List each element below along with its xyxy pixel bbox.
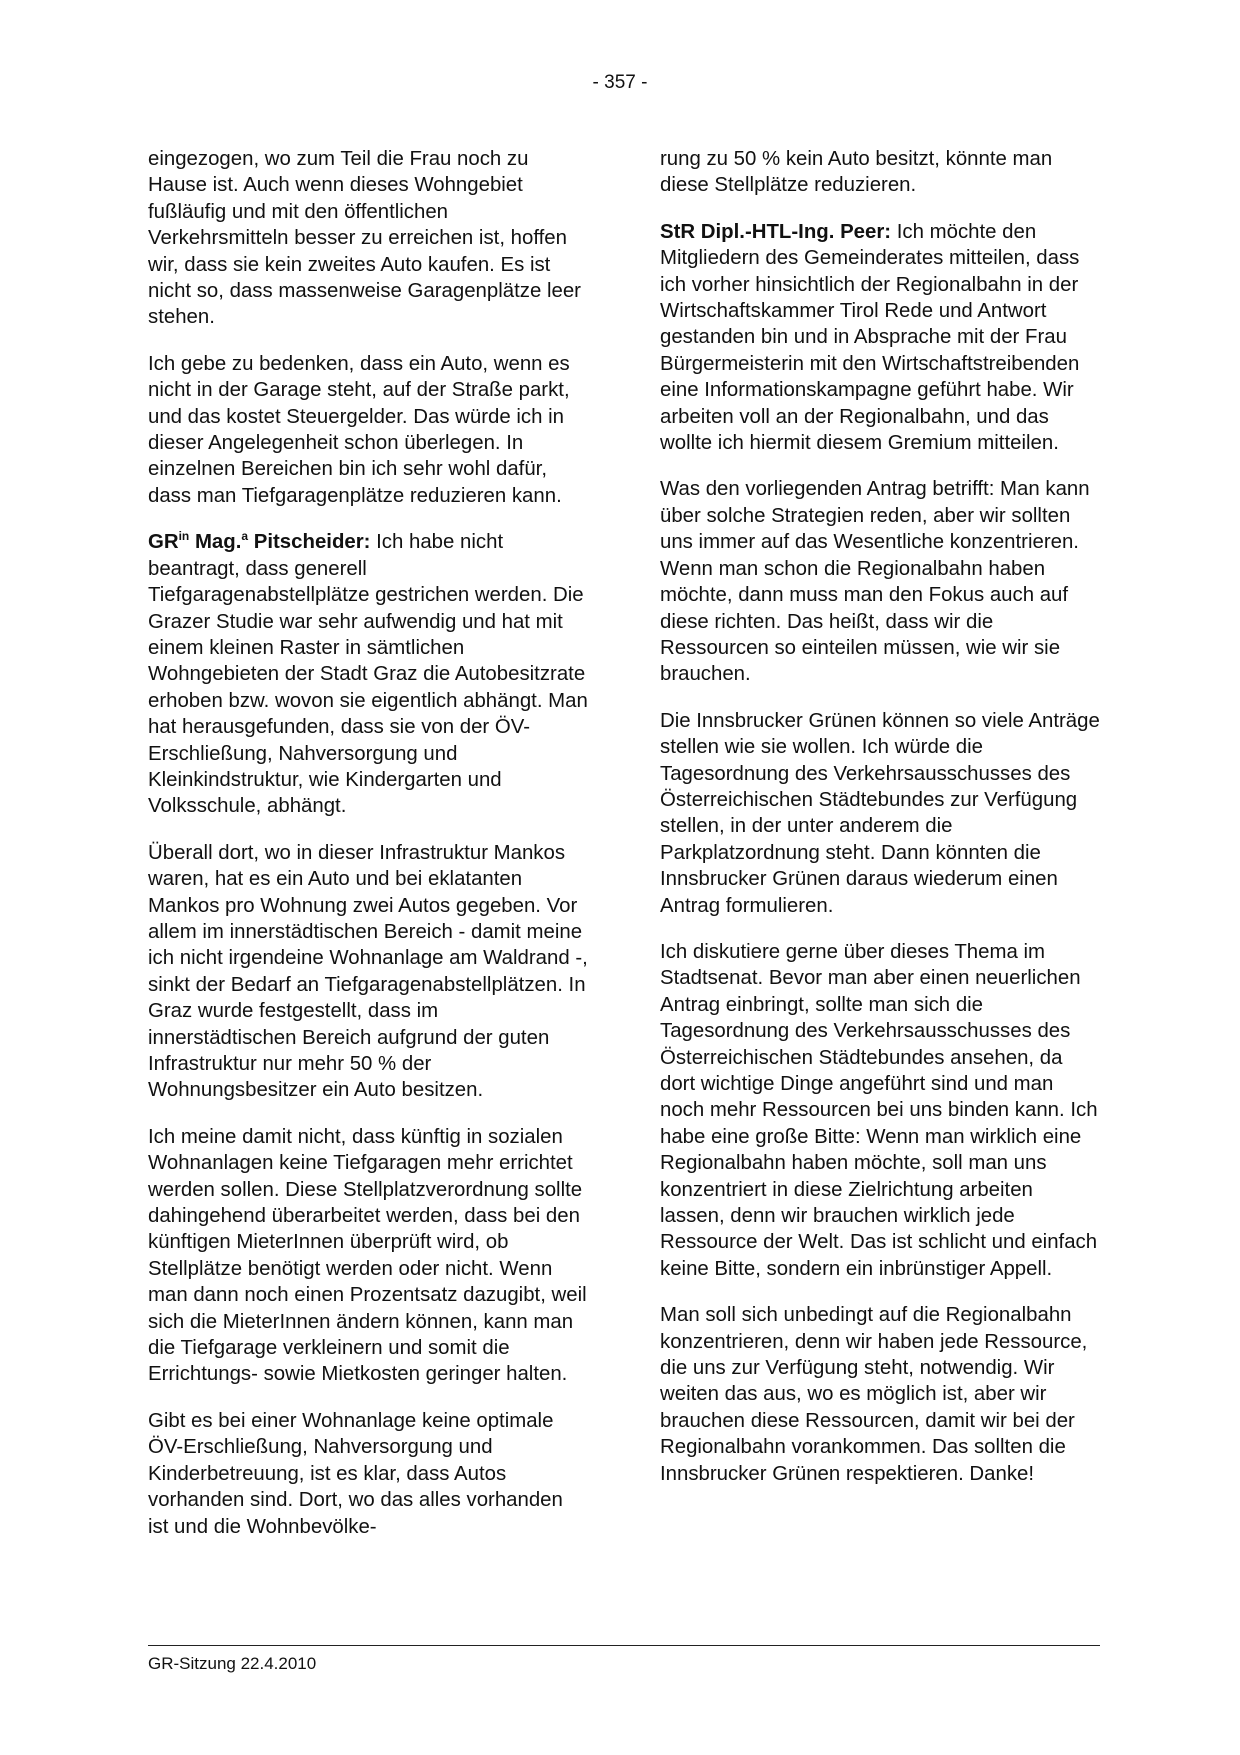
paragraph xyxy=(148,529,588,819)
paragraph: eingezogen, wo zum Teil die Frau noch zu Hause ist. Auch wenn dieses Wohngebiet fußläufig und mit den öffentlichen Verkehrsmitteln besser zu erreichen ist, hoffen wir, dass sie kein zweites Auto kaufen. Es ist nicht so, dass massenweise Garagenplätze leer stehen. xyxy=(148,148,581,329)
speaker-degree: Mag. xyxy=(194,531,242,554)
speech-text: Ich habe nicht beantragt, dass generell Tiefgaragenabstellplätze gestrichen werden. Die Grazer Studie war sehr aufwendig und hat mit einem kleinen Raster in sämtlichen Wohngebieten der Stadt Graz die Autobesitzrate erhoben bzw. wovon sie eigentlich abhängt. Man hat herausgefunden, dass sie von der ÖV-Erschließung, Nahversorgung und Kleinkindstruktur, wie Kindergarten und Volksschule, abhängt. xyxy=(148,531,588,818)
right-column xyxy=(660,146,1100,1507)
paragraph: Was den vorliegenden Antrag betrifft: Man kann über solche Strategien reden, aber wir sollten uns immer auf das Wesentliche konzentrieren. Wenn man schon die Regionalbahn haben möchte, dann muss man den Fokus auch auf diese richten. Das heißt, dass wir die Ressourcen so einteilen müssen, wie wir sie brauchen. xyxy=(660,478,1090,686)
paragraph: Überall dort, wo in dieser Infrastruktur Mankos waren, hat es ein Auto und bei eklatanten Mankos pro Wohnung zwei Autos gegeben. Vor allem im innerstädtischen Bereich - damit meine ich nicht irgendeine Wohnanlage am Waldrand -, sinkt der Bedarf an Tiefgaragenabstellplätzen. In Graz wurde festgestellt, dass im innerstädtischen Bereich aufgrund der guten Infrastruktur nur mehr 50 % der Wohnungsbesitzer ein Auto besitzen. xyxy=(148,841,588,1102)
speech-text: Ich möchte den Mitgliedern des Gemeinderates mitteilen, dass ich vorher hinsichtlich der Regionalbahn in der Wirtschaftskammer Tirol Rede und Antwort gestanden bin und in Absprache mit der Frau Bürgermeisterin mit den Wirtschaftstreibenden eine Informationskampagne geführt habe. Wir arbeiten voll an der Regionalbahn, und das wollte ich hiermit diesem Gremium mitteilen. xyxy=(660,220,1080,455)
paragraph: Die Innsbrucker Grünen können so viele Anträge stellen wie sie wollen. Ich würde die Tagesordnung des Verkehrsausschusses des Österreichischen Städtebundes zur Verfügung stellen, in der unter anderem die Parkplatzordnung steht. Dann könnten die Innsbrucker Grünen daraus wiederum einen Antrag formulieren. xyxy=(660,709,1100,917)
footer-divider xyxy=(148,1645,1100,1646)
speaker-surname: Pitscheider: xyxy=(253,531,371,554)
paragraph: Ich gebe zu bedenken, dass ein Auto, wenn es nicht in der Garage steht, auf der Straße parkt, und das kostet Steuergelder. Das würde ich in dieser Angelegenheit schon überlegen. In einzelnen Bereichen bin ich sehr wohl dafür, dass man Tiefgaragenplätze reduzieren kann. xyxy=(148,352,570,507)
paragraph: Ich diskutiere gerne über dieses Thema im Stadtsenat. Bevor man aber einen neuerlichen Antrag einbringt, sollte man sich die Tagesordnung des Verkehrsausschusses des Österreichischen Städtebundes ansehen, da dort wichtige Dinge angeführt sind und man noch mehr Ressourcen bei uns binden kann. Ich habe eine große Bitte: Wenn man wirklich eine Regionalbahn haben möchte, soll man uns konzentriert in diese Zielrichtung arbeiten lassen, denn wir brauchen wirklich jede Ressource der Welt. Das ist schlicht und einfach keine Bitte, sondern ein inbrünstiger Appell. xyxy=(660,940,1098,1280)
paragraph: rung zu 50 % kein Auto besitzt, könnte man diese Stellplätze reduzieren. xyxy=(660,148,1053,197)
speaker-degree-superscript: a xyxy=(241,529,249,544)
speaker-title: GR xyxy=(148,531,179,554)
paragraph: Man soll sich unbedingt auf die Regionalbahn konzentrieren, denn wir haben jede Ressource, die uns zur Verfügung steht, notwendig. Wir weiten das aus, wo es möglich ist, aber wir brauchen diese Ressourcen, damit wir bei der Regionalbahn vorankommen. Das sollten die Innsbrucker Grünen respektieren. Danke! xyxy=(660,1304,1088,1485)
paragraph: Gibt es bei einer Wohnanlage keine optimale ÖV-Erschließung, Nahversorgung und Kinderbetreuung, ist es klar, dass Autos vorhanden sind. Dort, wo das alles vorhanden ist und die Wohnbevölke- xyxy=(148,1409,563,1538)
speaker-name xyxy=(148,531,370,553)
left-column xyxy=(148,146,588,1560)
speaker-title-superscript: in xyxy=(178,529,190,544)
footer-session-date: GR-Sitzung 22.4.2010 xyxy=(148,1654,317,1673)
paragraph: Ich meine damit nicht, dass künftig in sozialen Wohnanlagen keine Tiefgaragen mehr errichtet werden sollen. Diese Stellplatzverordnung sollte dahingehend überarbeitet werden, dass bei den künftigen MieterInnen überprüft wird, ob Stellplätze benötigt werden oder nicht. Wenn man dann noch einen Prozentsatz dazugibt, weil sich die MieterInnen ändern können, kann man die Tiefgarage verkleinern und somit die Errichtungs- sowie Mietkosten geringer halten. xyxy=(148,1125,587,1386)
paragraph xyxy=(660,219,1100,457)
page-number: - 357 - xyxy=(592,72,648,93)
speaker-name: StR Dipl.-HTL-Ing. Peer: xyxy=(660,220,892,243)
